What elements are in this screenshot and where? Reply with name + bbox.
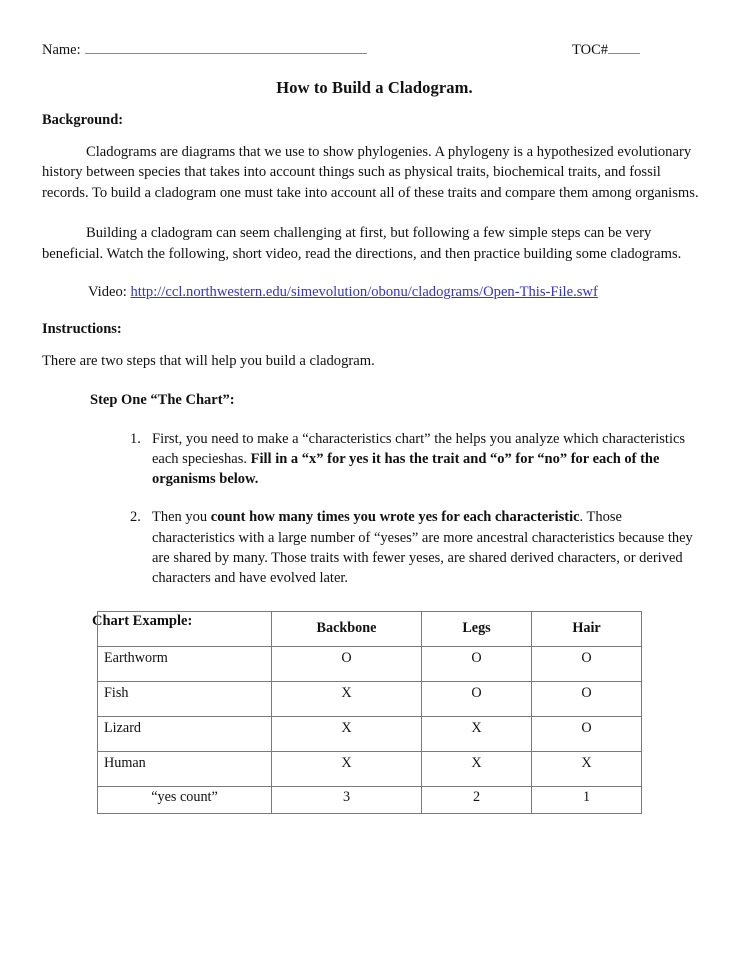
table-row: [98, 717, 642, 752]
background-heading: Background:: [42, 112, 124, 128]
table-row-yes-count: [98, 787, 642, 814]
column-header-organism: [98, 612, 272, 647]
spacer: [42, 338, 707, 351]
steps-list: [42, 429, 707, 589]
spacer: [42, 372, 707, 392]
header-row: [42, 40, 707, 60]
video-label: Video:: [88, 284, 127, 301]
cell-human-legs[interactable]: X: [422, 752, 532, 787]
spacer: [42, 301, 707, 321]
step-2-tail: . Those characteristics with a large number of “yeses” are more ancestral characteristics because they are shared by many. Those traits with fewer yeses, are shared derived characters, or derived characters and have evolved later.: [152, 509, 693, 587]
chart-example-heading: Chart Example:: [92, 612, 193, 629]
step-2-lead: Then you: [152, 509, 208, 526]
instructions-heading: Instructions:: [42, 321, 122, 338]
cell-human-hair[interactable]: X: [532, 752, 642, 787]
cell-earthworm-backbone[interactable]: O: [272, 647, 422, 682]
cell-earthworm-legs[interactable]: O: [422, 647, 532, 682]
document-body: [42, 112, 707, 630]
background-paragraph-2: Building a cladogram can seem challenging at first, but following a few simple steps can be very beneficial. Watch the following, short video, read the directions, and then practice building some cladograms.: [42, 225, 682, 262]
step-one-heading: Step One “The Chart”:: [90, 391, 235, 408]
cell-lizard-backbone[interactable]: X: [272, 717, 422, 752]
cell-fish-legs[interactable]: O: [422, 682, 532, 717]
row-label-yes-count: “yes count”: [98, 787, 272, 814]
cell-lizard-legs[interactable]: X: [422, 717, 532, 752]
cell-earthworm-hair[interactable]: O: [532, 647, 642, 682]
list-item: [42, 429, 707, 490]
list-marker: 1.: [130, 430, 141, 447]
video-line: [42, 284, 707, 301]
cell-human-backbone[interactable]: X: [272, 752, 422, 787]
spacer: [42, 489, 707, 507]
toc-blank-line[interactable]: [608, 40, 640, 54]
step-2-bold: count how many times you wrote yes for each characteristic: [210, 509, 580, 526]
cell-fish-backbone[interactable]: X: [272, 682, 422, 717]
toc-field-group: [572, 40, 640, 59]
table-row: [98, 752, 642, 787]
table-header-row: [98, 612, 642, 647]
list-item: [42, 507, 707, 588]
table-row: [98, 682, 642, 717]
cell-count-hair[interactable]: 1: [532, 787, 642, 814]
column-header-legs: Legs: [422, 612, 532, 647]
name-blank-line[interactable]: [85, 40, 367, 54]
cell-lizard-hair[interactable]: O: [532, 717, 642, 752]
cell-count-legs[interactable]: 2: [422, 787, 532, 814]
row-label-fish: Fish: [98, 682, 272, 717]
toc-label: TOC#: [572, 42, 608, 58]
step-1-text: First, you need to make a “characteristics chart” the helps you analyze which characteristics each specieshas.: [152, 430, 686, 467]
background-paragraph-1: Cladograms are diagrams that we use to show phylogenies. A phylogeny is a hypothesized evolutionary history between species that takes into account things such as physical traits, biochemical traits, and fossil records. To build a cladogram one must take into account all of these traits and compare them among organisms.: [42, 144, 699, 201]
page-title: How to Build a Cladogram.: [276, 78, 473, 97]
name-label: Name:: [42, 42, 81, 58]
spacer: [42, 589, 707, 613]
row-label-human: Human: [98, 752, 272, 787]
spacer: [42, 264, 707, 284]
list-marker: 2.: [130, 509, 141, 526]
spacer: [42, 409, 707, 429]
row-label-lizard: Lizard: [98, 717, 272, 752]
name-field-group: [42, 40, 367, 59]
row-label-earthworm: Earthworm: [98, 647, 272, 682]
cell-count-backbone[interactable]: 3: [272, 787, 422, 814]
chart-example-table-wrapper: [97, 611, 641, 814]
spacer: [42, 129, 707, 142]
cell-fish-hair[interactable]: O: [532, 682, 642, 717]
table-row: [98, 647, 642, 682]
step-1-bold: Fill in a “x” for yes it has the trait and “o” for “no” for each of the organisms below.: [152, 450, 660, 488]
instructions-intro: There are two steps that will help you build a cladogram.: [42, 353, 375, 370]
spacer: [42, 203, 707, 223]
column-header-hair: Hair: [532, 612, 642, 647]
video-link[interactable]: http://ccl.northwestern.edu/simevolution/obonu/cladograms/Open-This-File.swf: [130, 284, 598, 301]
characteristics-chart-table: [97, 611, 642, 814]
column-header-backbone: Backbone: [272, 612, 422, 647]
